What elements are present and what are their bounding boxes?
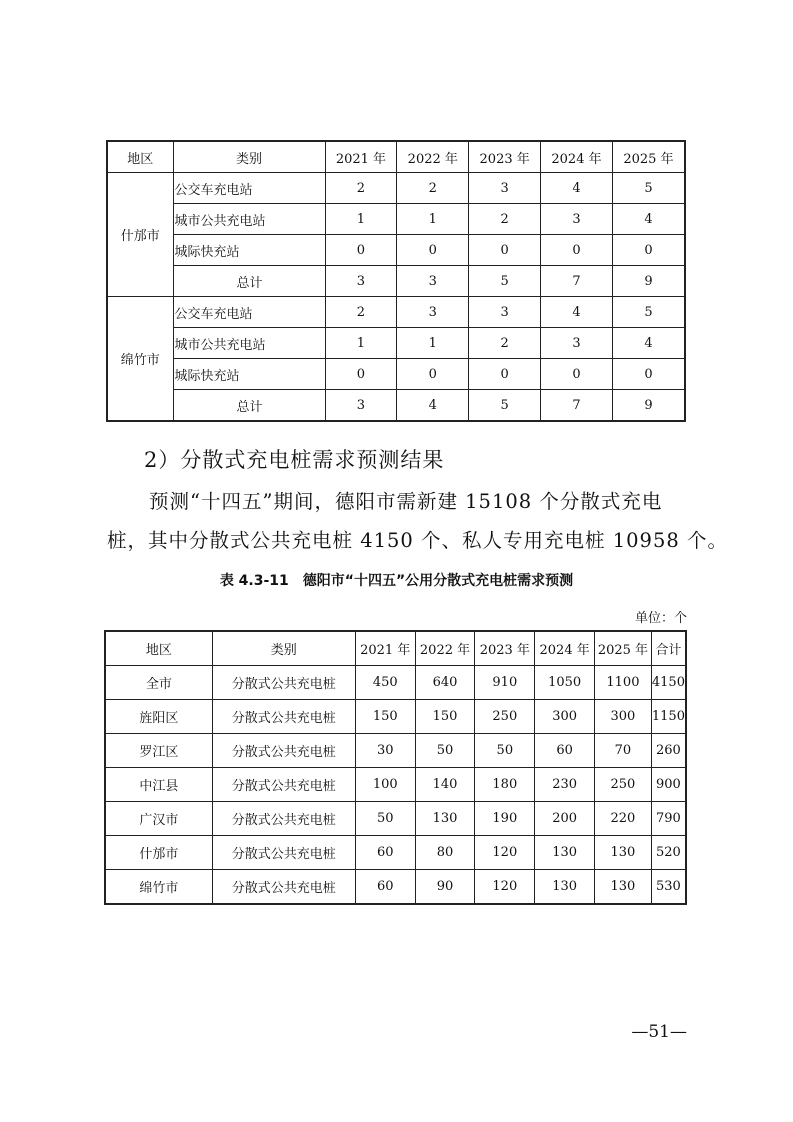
category-cell: 城际快充站 bbox=[173, 235, 325, 266]
category-cell: 总计 bbox=[173, 266, 325, 297]
value-cell: 3 bbox=[469, 297, 541, 328]
header-cell: 2022 年 bbox=[415, 631, 475, 666]
page-number: —51— bbox=[631, 1022, 687, 1042]
value-cell: 0 bbox=[541, 359, 613, 390]
table-caption: 表 4.3-11 德阳市“十四五”公用分散式充电桩需求预测 bbox=[219, 573, 574, 589]
value-cell: 250 bbox=[475, 700, 535, 734]
value-cell: 900 bbox=[651, 768, 686, 802]
header-cell: 2025 年 bbox=[595, 631, 652, 666]
value-cell: 260 bbox=[651, 734, 686, 768]
category-cell: 公交车充电站 bbox=[173, 173, 325, 204]
value-cell: 2 bbox=[397, 173, 469, 204]
value-cell: 640 bbox=[415, 666, 475, 700]
table-unit-label: 单位：个 bbox=[634, 611, 687, 626]
paragraph-line: 桩，其中分散式公共充电桩 4150 个、私人专用充电桩 10958 个。 bbox=[107, 529, 728, 552]
value-cell: 3 bbox=[325, 266, 397, 297]
region-cell: 什邡市 bbox=[107, 173, 173, 297]
value-cell: 1 bbox=[397, 328, 469, 359]
value-cell: 250 bbox=[595, 768, 652, 802]
header-cell: 2024 年 bbox=[535, 631, 595, 666]
region-cell: 中江县 bbox=[105, 768, 212, 802]
section-heading: 2）分散式充电桩需求预测结果 bbox=[144, 448, 445, 472]
value-cell: 7 bbox=[541, 266, 613, 297]
table-row bbox=[105, 802, 686, 836]
value-cell: 0 bbox=[541, 235, 613, 266]
value-cell: 520 bbox=[651, 836, 686, 870]
value-cell: 2 bbox=[325, 297, 397, 328]
category-cell: 城市公共充电站 bbox=[173, 204, 325, 235]
header-cell: 合计 bbox=[651, 631, 686, 666]
value-cell: 60 bbox=[355, 870, 415, 905]
value-cell: 7 bbox=[541, 390, 613, 422]
value-cell: 1 bbox=[325, 328, 397, 359]
region-cell: 广汉市 bbox=[105, 802, 212, 836]
header-cell: 2021 年 bbox=[325, 141, 397, 173]
table-row bbox=[105, 870, 686, 905]
value-cell: 230 bbox=[535, 768, 595, 802]
region-cell: 罗江区 bbox=[105, 734, 212, 768]
value-cell: 450 bbox=[355, 666, 415, 700]
category-cell: 分散式公共充电桩 bbox=[212, 734, 355, 768]
table-header-row bbox=[105, 631, 686, 666]
value-cell: 3 bbox=[541, 328, 613, 359]
category-cell: 公交车充电站 bbox=[173, 297, 325, 328]
value-cell: 140 bbox=[415, 768, 475, 802]
table-row bbox=[107, 204, 685, 235]
table-row bbox=[107, 173, 685, 204]
table-row bbox=[107, 297, 685, 328]
category-cell: 分散式公共充电桩 bbox=[212, 836, 355, 870]
header-cell: 地区 bbox=[107, 141, 173, 173]
value-cell: 3 bbox=[541, 204, 613, 235]
value-cell: 3 bbox=[397, 297, 469, 328]
value-cell: 0 bbox=[325, 359, 397, 390]
header-cell: 2022 年 bbox=[397, 141, 469, 173]
region-cell: 绵竹市 bbox=[107, 297, 173, 422]
value-cell: 1100 bbox=[595, 666, 652, 700]
table-row bbox=[107, 266, 685, 297]
value-cell: 2 bbox=[469, 328, 541, 359]
value-cell: 100 bbox=[355, 768, 415, 802]
table-row bbox=[107, 390, 685, 422]
value-cell: 4 bbox=[541, 297, 613, 328]
value-cell: 4 bbox=[541, 173, 613, 204]
category-cell: 总计 bbox=[173, 390, 325, 422]
value-cell: 790 bbox=[651, 802, 686, 836]
value-cell: 130 bbox=[415, 802, 475, 836]
value-cell: 4 bbox=[612, 328, 685, 359]
value-cell: 4 bbox=[612, 204, 685, 235]
category-cell: 分散式公共充电桩 bbox=[212, 768, 355, 802]
region-cell: 全市 bbox=[105, 666, 212, 700]
header-cell: 地区 bbox=[105, 631, 212, 666]
distributed-charger-table bbox=[104, 630, 687, 905]
value-cell: 120 bbox=[475, 870, 535, 905]
table-row bbox=[107, 359, 685, 390]
value-cell: 220 bbox=[595, 802, 652, 836]
table-row bbox=[105, 768, 686, 802]
value-cell: 4 bbox=[397, 390, 469, 422]
value-cell: 70 bbox=[595, 734, 652, 768]
value-cell: 130 bbox=[535, 836, 595, 870]
value-cell: 190 bbox=[475, 802, 535, 836]
value-cell: 3 bbox=[397, 266, 469, 297]
value-cell: 0 bbox=[397, 235, 469, 266]
value-cell: 3 bbox=[469, 173, 541, 204]
region-cell: 旌阳区 bbox=[105, 700, 212, 734]
value-cell: 130 bbox=[595, 836, 652, 870]
value-cell: 30 bbox=[355, 734, 415, 768]
header-cell: 2023 年 bbox=[469, 141, 541, 173]
value-cell: 150 bbox=[355, 700, 415, 734]
value-cell: 2 bbox=[325, 173, 397, 204]
table-row bbox=[107, 235, 685, 266]
value-cell: 5 bbox=[612, 297, 685, 328]
value-cell: 300 bbox=[595, 700, 652, 734]
value-cell: 90 bbox=[415, 870, 475, 905]
table-row bbox=[105, 734, 686, 768]
value-cell: 5 bbox=[469, 390, 541, 422]
value-cell: 3 bbox=[325, 390, 397, 422]
value-cell: 150 bbox=[415, 700, 475, 734]
value-cell: 1150 bbox=[651, 700, 686, 734]
value-cell: 0 bbox=[397, 359, 469, 390]
header-cell: 2025 年 bbox=[612, 141, 685, 173]
header-cell: 类别 bbox=[173, 141, 325, 173]
value-cell: 2 bbox=[469, 204, 541, 235]
table-row bbox=[107, 328, 685, 359]
value-cell: 0 bbox=[469, 359, 541, 390]
value-cell: 0 bbox=[612, 235, 685, 266]
charging-station-table bbox=[106, 140, 686, 422]
value-cell: 50 bbox=[355, 802, 415, 836]
category-cell: 分散式公共充电桩 bbox=[212, 870, 355, 905]
value-cell: 180 bbox=[475, 768, 535, 802]
value-cell: 50 bbox=[415, 734, 475, 768]
category-cell: 分散式公共充电桩 bbox=[212, 700, 355, 734]
category-cell: 城市公共充电站 bbox=[173, 328, 325, 359]
category-cell: 分散式公共充电桩 bbox=[212, 666, 355, 700]
value-cell: 130 bbox=[595, 870, 652, 905]
value-cell: 120 bbox=[475, 836, 535, 870]
value-cell: 5 bbox=[612, 173, 685, 204]
header-cell: 2024 年 bbox=[541, 141, 613, 173]
value-cell: 0 bbox=[469, 235, 541, 266]
value-cell: 0 bbox=[612, 359, 685, 390]
table-row bbox=[105, 700, 686, 734]
value-cell: 60 bbox=[535, 734, 595, 768]
value-cell: 530 bbox=[651, 870, 686, 905]
value-cell: 80 bbox=[415, 836, 475, 870]
value-cell: 9 bbox=[612, 390, 685, 422]
table-row bbox=[105, 666, 686, 700]
value-cell: 4150 bbox=[651, 666, 686, 700]
value-cell: 1 bbox=[325, 204, 397, 235]
category-cell: 城际快充站 bbox=[173, 359, 325, 390]
table-row bbox=[105, 836, 686, 870]
value-cell: 300 bbox=[535, 700, 595, 734]
value-cell: 9 bbox=[612, 266, 685, 297]
region-cell: 绵竹市 bbox=[105, 870, 212, 905]
value-cell: 5 bbox=[469, 266, 541, 297]
value-cell: 50 bbox=[475, 734, 535, 768]
value-cell: 60 bbox=[355, 836, 415, 870]
region-cell: 什邡市 bbox=[105, 836, 212, 870]
value-cell: 910 bbox=[475, 666, 535, 700]
value-cell: 130 bbox=[535, 870, 595, 905]
table-header-row bbox=[107, 141, 685, 173]
value-cell: 0 bbox=[325, 235, 397, 266]
paragraph-line: 预测“十四五”期间，德阳市需新建 15108 个分散式充电 bbox=[149, 490, 663, 513]
header-cell: 2021 年 bbox=[355, 631, 415, 666]
category-cell: 分散式公共充电桩 bbox=[212, 802, 355, 836]
header-cell: 2023 年 bbox=[475, 631, 535, 666]
header-cell: 类别 bbox=[212, 631, 355, 666]
value-cell: 1050 bbox=[535, 666, 595, 700]
value-cell: 200 bbox=[535, 802, 595, 836]
value-cell: 1 bbox=[397, 204, 469, 235]
